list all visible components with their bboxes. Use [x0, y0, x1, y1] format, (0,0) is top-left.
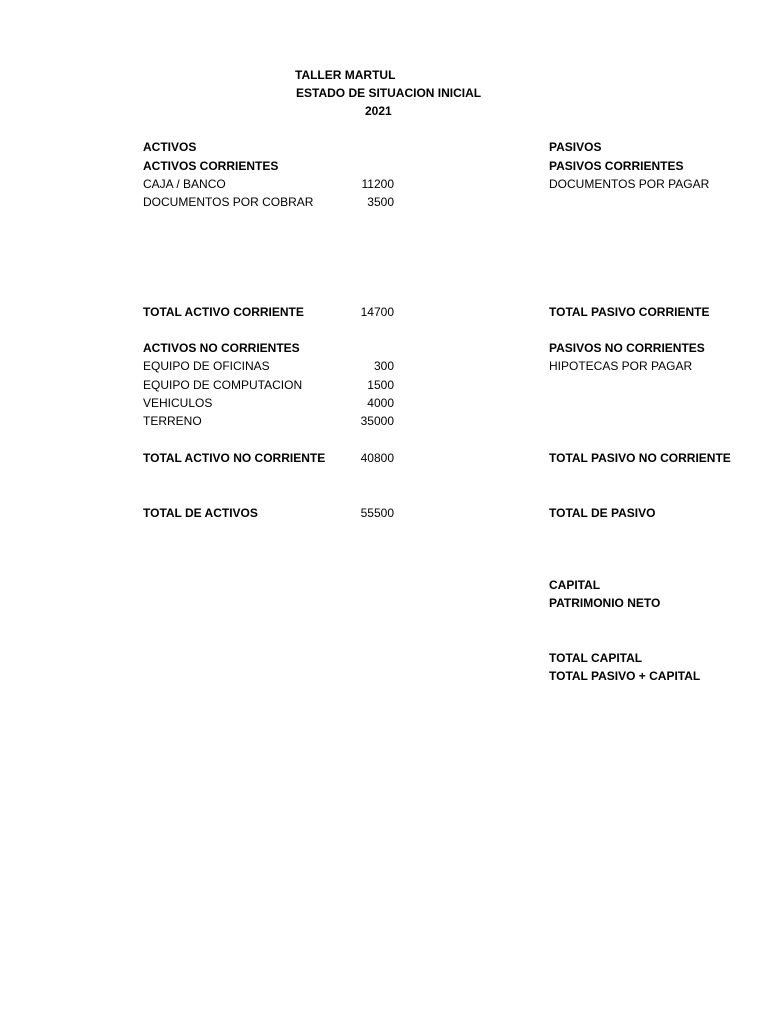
total-capital-label: TOTAL CAPITAL	[549, 651, 643, 665]
total-assets-value: 55500	[360, 506, 394, 520]
non-current-asset-value: 300	[373, 359, 394, 373]
liabilities-title: PASIVOS	[549, 140, 602, 154]
non-current-asset-value: 1500	[367, 378, 394, 392]
current-liability-label: DOCUMENTOS POR PAGAR	[549, 177, 710, 191]
total-liabilities-capital-label: TOTAL PASIVO + CAPITAL	[549, 669, 701, 683]
total-current-assets-label: TOTAL ACTIVO CORRIENTE	[143, 305, 304, 319]
company-name: TALLER MARTUL	[295, 68, 396, 82]
total-current-liabilities-label: TOTAL PASIVO CORRIENTE	[549, 305, 710, 319]
total-current-assets-value: 14700	[360, 305, 394, 319]
non-current-asset-label: TERRENO	[143, 414, 202, 428]
current-asset-label: CAJA / BANCO	[143, 177, 226, 191]
current-assets-title: ACTIVOS CORRIENTES	[143, 159, 279, 173]
equity-label: PATRIMONIO NETO	[549, 596, 661, 610]
current-liabilities-title: PASIVOS CORRIENTES	[549, 159, 684, 173]
total-non-current-assets-value: 40800	[360, 451, 394, 465]
statement-year: 2021	[365, 104, 392, 118]
non-current-assets-title: ACTIVOS NO CORRIENTES	[143, 341, 300, 355]
assets-title: ACTIVOS	[143, 140, 197, 154]
non-current-liability-label: HIPOTECAS POR PAGAR	[549, 359, 693, 373]
total-non-current-liabilities-label: TOTAL PASIVO NO CORRIENTE	[549, 451, 731, 465]
statement-title: ESTADO DE SITUACION INICIAL	[296, 86, 482, 100]
current-asset-value: 3500	[367, 195, 394, 209]
non-current-asset-label: EQUIPO DE COMPUTACION	[143, 378, 303, 392]
non-current-liabilities-title: PASIVOS NO CORRIENTES	[549, 341, 705, 355]
total-assets-label: TOTAL DE ACTIVOS	[143, 506, 258, 520]
current-asset-value: 11200	[361, 177, 394, 191]
total-non-current-assets-label: TOTAL ACTIVO NO CORRIENTE	[143, 451, 326, 465]
non-current-asset-value: 35000	[360, 414, 394, 428]
non-current-asset-label: EQUIPO DE OFICINAS	[143, 359, 270, 373]
capital-title: CAPITAL	[549, 578, 601, 592]
non-current-asset-value: 4000	[367, 396, 394, 410]
current-asset-label: DOCUMENTOS POR COBRAR	[143, 195, 314, 209]
total-liabilities-label: TOTAL DE PASIVO	[549, 506, 656, 520]
non-current-asset-label: VEHICULOS	[143, 396, 213, 410]
